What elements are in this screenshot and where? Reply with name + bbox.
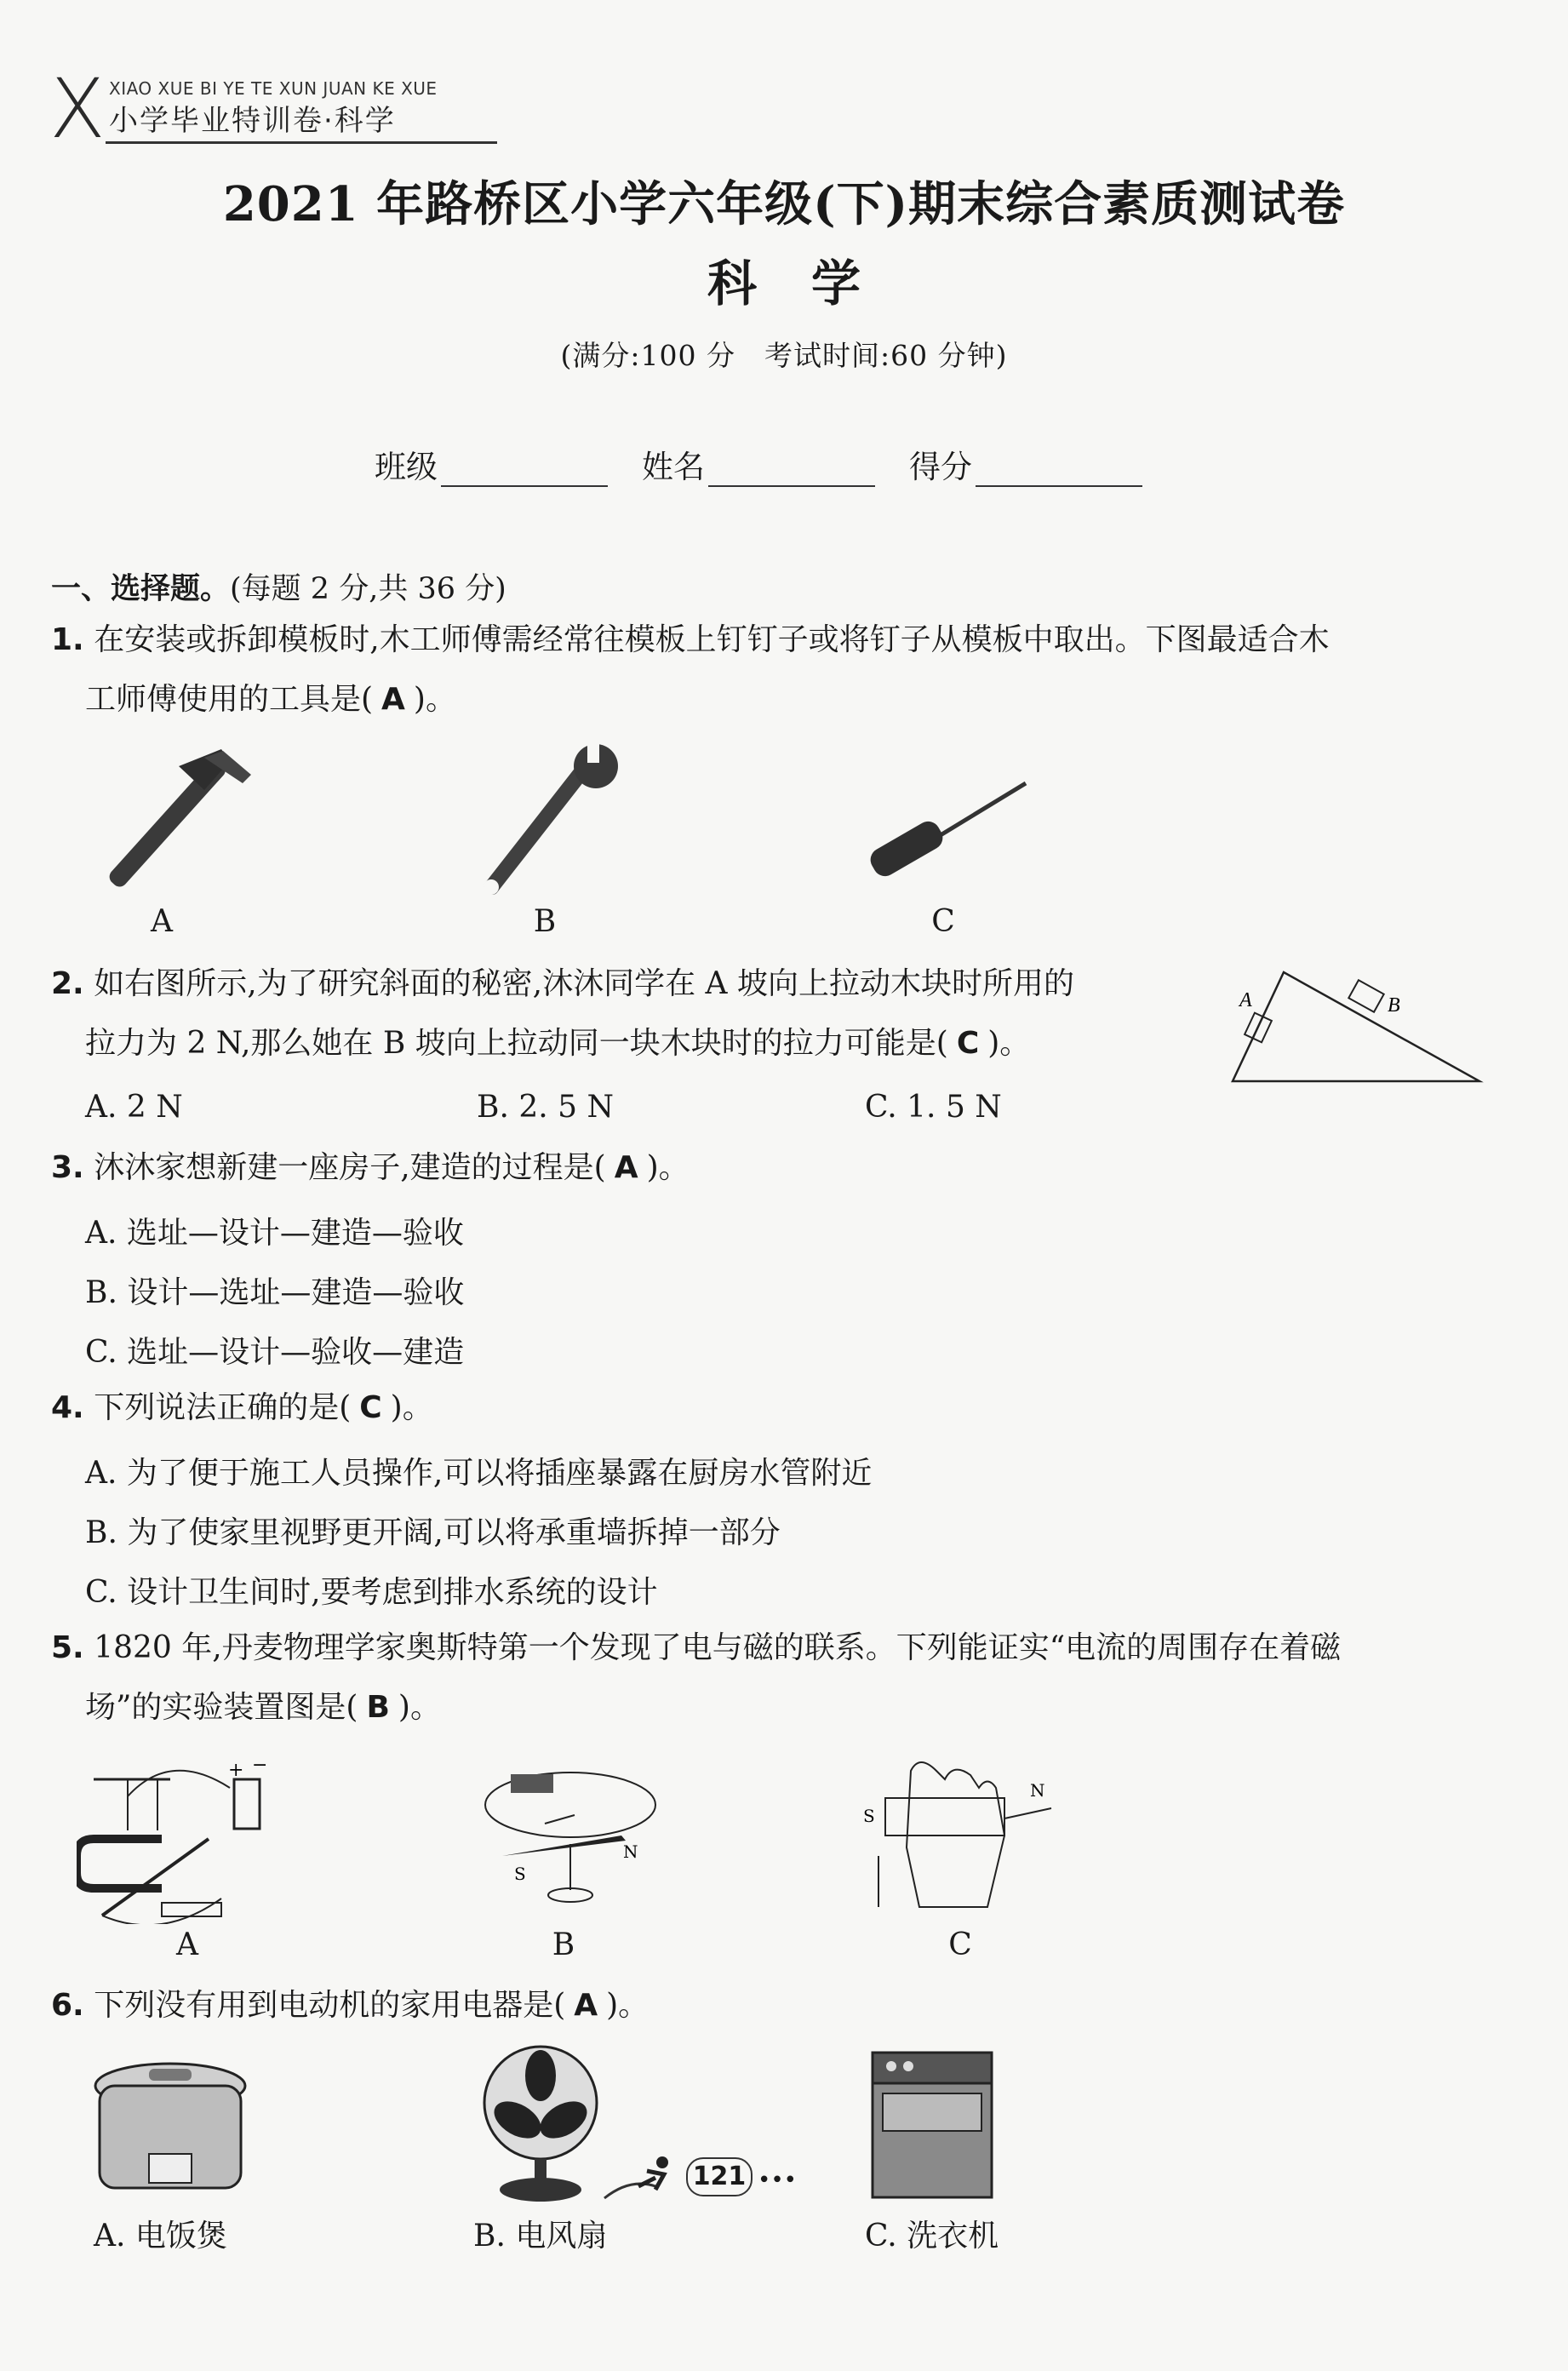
washing-machine-image — [864, 2047, 1000, 2201]
answer-3: A — [614, 1150, 638, 1185]
solenoid-hand-diagram-c — [860, 1754, 1056, 1916]
compass-wire-diagram-b — [477, 1762, 672, 1916]
q3-option-a: A. 选址—设计—建造—验收 — [85, 1216, 464, 1251]
hammer-image — [77, 749, 255, 902]
series-title: 小学毕业特训卷·科学 — [109, 104, 396, 138]
q3-option-b: B. 设计—选址—建造—验收 — [85, 1275, 465, 1310]
screwdriver-image — [860, 775, 1030, 902]
compass-s-mark: S — [514, 1864, 526, 1884]
electric-fan-image — [477, 2043, 604, 2205]
q3-option-c: C. 选址—设计—验收—建造 — [85, 1335, 465, 1370]
field-class: 班级 — [375, 441, 608, 487]
q1-label-b: B — [533, 904, 557, 939]
question-2-line2: 拉力为 2 N,那么她在 B 坡向上拉动同一块木块时的拉力可能是( C )。 — [85, 1026, 1031, 1061]
q2-option-a: A. 2 N — [85, 1090, 183, 1125]
q5-label-a: A — [176, 1927, 198, 1962]
q6-option-a: A. 电饭煲 — [94, 2219, 227, 2254]
q2-option-c: C. 1. 5 N — [865, 1090, 1002, 1125]
battery-minus-mark: − — [252, 1755, 268, 1776]
question-3: 3. 沐沐家想新建一座房子,建造的过程是( A )。 — [51, 1150, 690, 1185]
q5-label-b: B — [552, 1927, 575, 1962]
exam-meta: (满分:100 分 考试时间:60 分钟) — [560, 339, 1008, 372]
q4-option-a: A. 为了便于施工人员操作,可以将插座暴露在厨房水管附近 — [85, 1456, 873, 1491]
question-5-line1: 5. 1820 年,丹麦物理学家奥斯特第一个发现了电与磁的联系。下列能证实“电流的周围存在着磁 — [51, 1630, 1342, 1665]
answer-6: A — [574, 1988, 598, 2023]
answer-2: C — [956, 1026, 980, 1061]
incline-label-b: B — [1388, 994, 1400, 1017]
q4-option-b: B. 为了使家里视野更开阔,可以将承重墙拆掉一部分 — [85, 1515, 781, 1550]
score-blank[interactable] — [976, 451, 1142, 487]
header-underline — [106, 141, 497, 144]
student-info-fields — [375, 441, 1142, 487]
page-dots-icon: ••• — [758, 2168, 798, 2193]
question-4: 4. 下列说法正确的是( C )。 — [51, 1390, 433, 1425]
section-heading: 一、选择题。(每题 2 分,共 36 分) — [51, 572, 506, 606]
solenoid-n-mark: N — [1030, 1780, 1045, 1801]
q2-option-b: B. 2. 5 N — [477, 1090, 614, 1125]
wrench-image — [472, 741, 626, 902]
q1-label-c: C — [931, 904, 955, 939]
question-1-line1: 1. 在安装或拆卸模板时,木工师傅需经常往模板上钉钉子或将钉子从模板中取出。下图最适合木 — [51, 622, 1330, 657]
question-2-line1: 2. 如右图所示,为了研究斜面的秘密,沐沐同学在 A 坡向上拉动木块时所用的 — [51, 966, 1074, 1001]
incline-diagram — [1209, 962, 1490, 1090]
question-5-line2: 场”的实验装置图是( B )。 — [85, 1690, 441, 1725]
name-blank[interactable] — [708, 451, 875, 487]
question-6: 6. 下列没有用到电动机的家用电器是( A )。 — [51, 1988, 650, 2023]
question-1-line2: 工师傅使用的工具是( A )。 — [85, 682, 456, 717]
class-blank[interactable] — [441, 451, 608, 487]
page-number: 121 — [686, 2157, 753, 2196]
answer-5: B — [366, 1690, 390, 1725]
exam-subject: 科学 — [707, 255, 915, 312]
field-name: 姓名 — [642, 441, 875, 487]
series-badge-letter: X — [49, 61, 106, 157]
solenoid-s-mark: S — [863, 1806, 875, 1826]
q6-option-b: B. 电风扇 — [473, 2219, 608, 2254]
field-score: 得分 — [909, 441, 1142, 487]
q1-label-a: A — [151, 904, 173, 939]
battery-plus-mark: + — [228, 1760, 244, 1781]
series-pinyin: XIAO XUE BI YE TE XUN JUAN KE XUE — [109, 78, 438, 99]
incline-label-a: A — [1239, 989, 1252, 1011]
magnet-wire-diagram-a — [77, 1745, 298, 1924]
q4-option-c: C. 设计卫生间时,要考虑到排水系统的设计 — [85, 1575, 658, 1610]
q5-label-c: C — [948, 1927, 972, 1962]
answer-4: C — [359, 1390, 382, 1425]
compass-n-mark: N — [623, 1841, 638, 1862]
rice-cooker-image — [89, 2052, 251, 2205]
runner-icon — [596, 2152, 681, 2203]
exam-title: 2021 年路桥区小学六年级(下)期末综合素质测试卷 — [222, 176, 1346, 232]
answer-1: A — [381, 682, 405, 717]
q6-option-c: C. 洗衣机 — [865, 2219, 999, 2254]
